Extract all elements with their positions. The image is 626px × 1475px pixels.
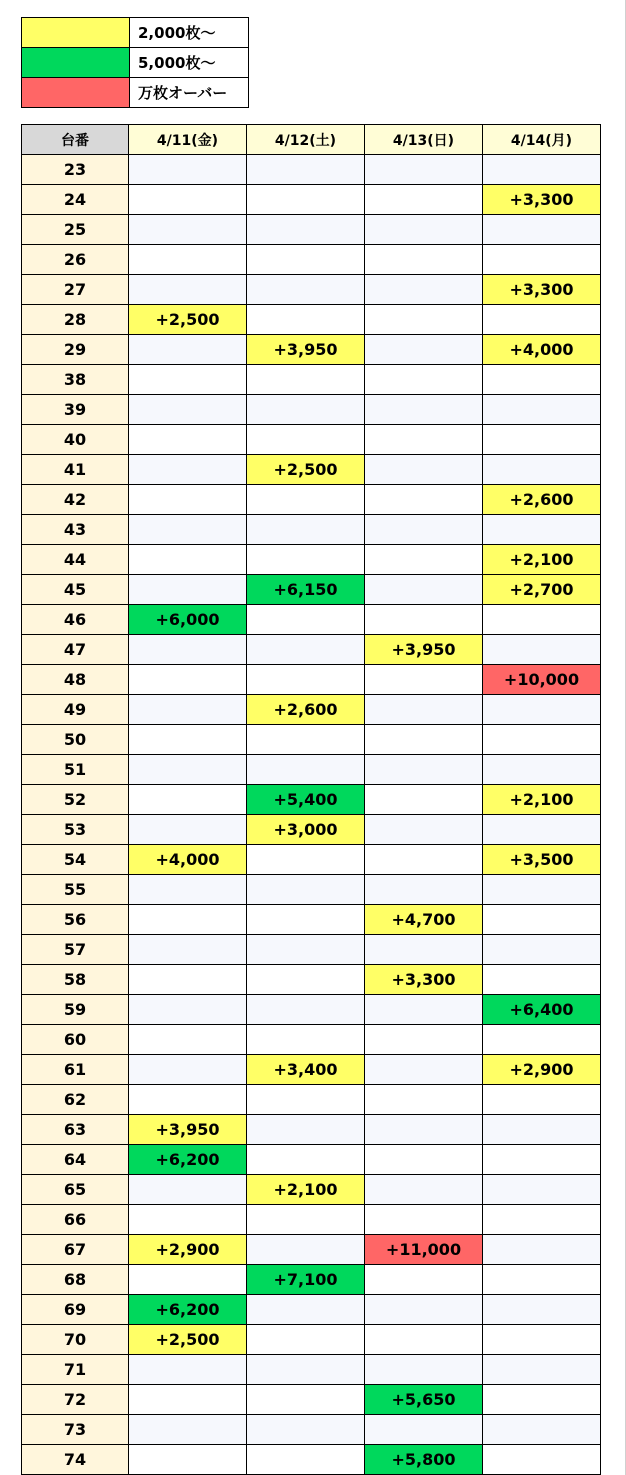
payout-cell: +3,000: [247, 815, 365, 845]
payout-cell: [247, 1025, 365, 1055]
table-row: [22, 1025, 601, 1055]
payout-cell: +5,400: [247, 785, 365, 815]
table-row: [22, 1355, 601, 1385]
table-row: [22, 875, 601, 905]
payout-cell: [247, 635, 365, 665]
payout-cell: [129, 335, 247, 365]
table-row: [22, 485, 601, 515]
table-row: [22, 185, 601, 215]
payout-cell: [365, 995, 483, 1025]
payout-cell: [129, 365, 247, 395]
machine-number: 52: [22, 785, 129, 815]
machine-number: 44: [22, 545, 129, 575]
payout-cell: +2,500: [129, 305, 247, 335]
table-row: [22, 515, 601, 545]
legend-row: [22, 48, 249, 78]
payout-cell: [129, 425, 247, 455]
machine-number: 39: [22, 395, 129, 425]
table-row: [22, 665, 601, 695]
payout-cell: +6,200: [129, 1295, 247, 1325]
payout-cell: [365, 875, 483, 905]
payout-cell: [365, 215, 483, 245]
payout-cell: [129, 515, 247, 545]
payout-cell: [129, 575, 247, 605]
payout-cell: +2,600: [247, 695, 365, 725]
payout-cell: [129, 1415, 247, 1445]
table-row: [22, 695, 601, 725]
table-row: [22, 635, 601, 665]
machine-number: 55: [22, 875, 129, 905]
payout-cell: [247, 1235, 365, 1265]
payout-cell: [483, 1325, 601, 1355]
date-header: 4/14(月): [483, 125, 601, 155]
payout-cell: [129, 905, 247, 935]
payout-cell: +2,900: [129, 1235, 247, 1265]
payout-cell: [483, 305, 601, 335]
payout-cell: [483, 1355, 601, 1385]
table-row: [22, 305, 601, 335]
legend-table: [21, 17, 249, 108]
legend-row: [22, 78, 249, 108]
table-row: [22, 1325, 601, 1355]
table-row: [22, 1085, 601, 1115]
payout-cell: +2,700: [483, 575, 601, 605]
payout-cell: [483, 695, 601, 725]
payout-cell: [247, 1295, 365, 1325]
machine-number: 49: [22, 695, 129, 725]
payout-cell: [483, 455, 601, 485]
payout-cell: [247, 665, 365, 695]
payout-cell: [129, 1355, 247, 1385]
payout-cell: +2,100: [247, 1175, 365, 1205]
payout-cell: [365, 665, 483, 695]
machine-number: 61: [22, 1055, 129, 1085]
payout-cell: [247, 1415, 365, 1445]
payout-cell: [365, 335, 483, 365]
machine-number: 51: [22, 755, 129, 785]
legend-body: [22, 18, 249, 108]
payout-cell: [365, 755, 483, 785]
machine-number: 28: [22, 305, 129, 335]
machine-number: 50: [22, 725, 129, 755]
machine-number: 72: [22, 1385, 129, 1415]
payout-cell: [365, 485, 483, 515]
payout-cell: [129, 455, 247, 485]
payout-cell: [483, 155, 601, 185]
table-row: [22, 965, 601, 995]
payout-cell: [483, 365, 601, 395]
legend-label: 2,000枚～: [130, 18, 249, 48]
payout-cell: [365, 515, 483, 545]
machine-number: 69: [22, 1295, 129, 1325]
table-row: [22, 995, 601, 1025]
payout-cell: [483, 1115, 601, 1145]
payout-cell: [247, 935, 365, 965]
payout-cell: [483, 1205, 601, 1235]
payout-cell: +6,400: [483, 995, 601, 1025]
table-row: [22, 1205, 601, 1235]
payout-cell: [247, 425, 365, 455]
payout-cell: [365, 725, 483, 755]
table-row: [22, 335, 601, 365]
payout-cell: [483, 425, 601, 455]
machine-number: 63: [22, 1115, 129, 1145]
machine-number: 24: [22, 185, 129, 215]
payout-cell: [483, 1415, 601, 1445]
machine-number: 29: [22, 335, 129, 365]
machine-number: 25: [22, 215, 129, 245]
payout-table: [21, 124, 601, 1475]
machine-number: 46: [22, 605, 129, 635]
table-row: [22, 215, 601, 245]
payout-cell: [247, 185, 365, 215]
payout-cell: +2,100: [483, 785, 601, 815]
payout-cell: [365, 305, 483, 335]
table-row: [22, 815, 601, 845]
table-row: [22, 575, 601, 605]
payout-cell: +6,000: [129, 605, 247, 635]
payout-cell: +2,600: [483, 485, 601, 515]
table-row: [22, 395, 601, 425]
payout-cell: [247, 395, 365, 425]
payout-cell: [247, 995, 365, 1025]
payout-cell: [483, 725, 601, 755]
payout-cell: [483, 395, 601, 425]
machine-number: 58: [22, 965, 129, 995]
payout-cell: [365, 455, 483, 485]
table-row: [22, 1415, 601, 1445]
table-row: [22, 1385, 601, 1415]
table-row: [22, 455, 601, 485]
payout-cell: [247, 755, 365, 785]
payout-cell: [483, 515, 601, 545]
payout-cell: [483, 245, 601, 275]
payout-cell: [129, 815, 247, 845]
payout-cell: +3,950: [247, 335, 365, 365]
payout-cell: [247, 485, 365, 515]
payout-cell: [247, 1145, 365, 1175]
table-row: [22, 845, 601, 875]
payout-cell: [129, 1265, 247, 1295]
machine-number: 38: [22, 365, 129, 395]
machine-number: 67: [22, 1235, 129, 1265]
payout-cell: [247, 875, 365, 905]
payout-cell: [129, 275, 247, 305]
payout-cell: [247, 1205, 365, 1235]
machine-number: 57: [22, 935, 129, 965]
payout-cell: [247, 965, 365, 995]
legend-swatch: [22, 18, 130, 48]
date-header: 4/11(金): [129, 125, 247, 155]
table-row: [22, 1295, 601, 1325]
machine-number: 68: [22, 1265, 129, 1295]
payout-cell: [247, 605, 365, 635]
table-row: [22, 1175, 601, 1205]
payout-cell: [129, 185, 247, 215]
machine-number: 43: [22, 515, 129, 545]
payout-cell: [247, 515, 365, 545]
table-row: [22, 245, 601, 275]
payout-cell: +4,000: [483, 335, 601, 365]
payout-cell: [365, 155, 483, 185]
payout-cell: +3,300: [483, 275, 601, 305]
payout-cell: [483, 1295, 601, 1325]
payout-cell: [365, 425, 483, 455]
payout-cell: [483, 935, 601, 965]
payout-cell: +6,200: [129, 1145, 247, 1175]
payout-cell: [365, 785, 483, 815]
machine-number: 66: [22, 1205, 129, 1235]
table-row: [22, 785, 601, 815]
payout-cell: [483, 1235, 601, 1265]
payout-cell: [365, 545, 483, 575]
payout-cell: +3,400: [247, 1055, 365, 1085]
payout-cell: [129, 1445, 247, 1475]
payout-cell: +2,900: [483, 1055, 601, 1085]
payout-cell: [483, 875, 601, 905]
payout-cell: [483, 215, 601, 245]
payout-cell: [129, 665, 247, 695]
machine-number: 65: [22, 1175, 129, 1205]
legend-label: 万枚オーバー: [130, 78, 249, 108]
machine-number: 54: [22, 845, 129, 875]
payout-cell: [247, 365, 365, 395]
payout-cell: [483, 755, 601, 785]
payout-cell: +4,700: [365, 905, 483, 935]
payout-cell: +6,150: [247, 575, 365, 605]
payout-cell: +4,000: [129, 845, 247, 875]
payout-cell: [483, 1025, 601, 1055]
machine-number: 70: [22, 1325, 129, 1355]
table-row: [22, 1265, 601, 1295]
payout-cell: [365, 1205, 483, 1235]
payout-cell: [483, 635, 601, 665]
payout-cell: [129, 215, 247, 245]
payout-cell: [365, 935, 483, 965]
payout-cell: +3,300: [483, 185, 601, 215]
payout-cell: +2,500: [247, 455, 365, 485]
table-row: [22, 425, 601, 455]
payout-cell: [365, 365, 483, 395]
payout-cell: [247, 305, 365, 335]
payout-cell: [483, 815, 601, 845]
machine-number: 45: [22, 575, 129, 605]
payout-cell: [247, 245, 365, 275]
payout-cell: [247, 1385, 365, 1415]
header-row: [22, 125, 601, 155]
payout-cell: [129, 965, 247, 995]
payout-cell: +5,800: [365, 1445, 483, 1475]
legend-swatch: [22, 78, 130, 108]
table-body: [22, 155, 601, 1475]
payout-cell: [365, 815, 483, 845]
machine-number: 74: [22, 1445, 129, 1475]
machine-number: 59: [22, 995, 129, 1025]
machine-number: 42: [22, 485, 129, 515]
payout-cell: [483, 605, 601, 635]
payout-cell: [365, 1295, 483, 1325]
table-row: [22, 935, 601, 965]
payout-cell: [483, 1085, 601, 1115]
payout-cell: [129, 875, 247, 905]
payout-cell: +3,950: [365, 635, 483, 665]
payout-cell: [129, 155, 247, 185]
machine-number: 23: [22, 155, 129, 185]
payout-cell: [365, 575, 483, 605]
payout-cell: +5,650: [365, 1385, 483, 1415]
payout-cell: [129, 935, 247, 965]
payout-cell: [247, 1115, 365, 1145]
payout-cell: [365, 275, 483, 305]
machine-number: 62: [22, 1085, 129, 1115]
payout-cell: [247, 1355, 365, 1385]
machine-number: 47: [22, 635, 129, 665]
table-row: [22, 725, 601, 755]
payout-cell: [365, 1175, 483, 1205]
table-row: [22, 155, 601, 185]
payout-cell: [247, 1445, 365, 1475]
payout-cell: [483, 1385, 601, 1415]
payout-cell: [129, 485, 247, 515]
machine-number: 53: [22, 815, 129, 845]
machine-number: 48: [22, 665, 129, 695]
payout-cell: [365, 1145, 483, 1175]
payout-cell: +3,300: [365, 965, 483, 995]
payout-cell: [365, 1415, 483, 1445]
payout-cell: [365, 845, 483, 875]
payout-cell: +3,950: [129, 1115, 247, 1145]
payout-cell: [483, 1145, 601, 1175]
payout-cell: +10,000: [483, 665, 601, 695]
payout-cell: [365, 1355, 483, 1385]
payout-cell: [247, 845, 365, 875]
payout-cell: [129, 755, 247, 785]
payout-cell: [247, 215, 365, 245]
payout-cell: [129, 1385, 247, 1415]
payout-cell: +7,100: [247, 1265, 365, 1295]
payout-cell: [129, 635, 247, 665]
payout-cell: [365, 695, 483, 725]
table-row: [22, 1235, 601, 1265]
payout-cell: [483, 1265, 601, 1295]
payout-cell: [129, 1055, 247, 1085]
payout-cell: [365, 1325, 483, 1355]
payout-cell: [129, 545, 247, 575]
payout-cell: [365, 185, 483, 215]
table-header: [22, 125, 601, 155]
payout-cell: [129, 1085, 247, 1115]
payout-cell: [247, 545, 365, 575]
date-header: 4/12(土): [247, 125, 365, 155]
date-header: 4/13(日): [365, 125, 483, 155]
machine-number: 73: [22, 1415, 129, 1445]
machine-number: 26: [22, 245, 129, 275]
table-row: [22, 905, 601, 935]
payout-cell: [365, 1055, 483, 1085]
payout-cell: +2,500: [129, 1325, 247, 1355]
payout-cell: [483, 905, 601, 935]
payout-cell: [129, 245, 247, 275]
payout-cell: [129, 1025, 247, 1055]
legend-swatch: [22, 48, 130, 78]
legend-row: [22, 18, 249, 48]
table-row: [22, 545, 601, 575]
payout-cell: [365, 605, 483, 635]
legend-label: 5,000枚～: [130, 48, 249, 78]
payout-cell: [247, 155, 365, 185]
corner-header: 台番: [22, 125, 129, 155]
payout-cell: [129, 725, 247, 755]
machine-number: 56: [22, 905, 129, 935]
payout-cell: [247, 1085, 365, 1115]
payout-cell: +11,000: [365, 1235, 483, 1265]
payout-cell: [365, 245, 483, 275]
machine-number: 71: [22, 1355, 129, 1385]
payout-cell: +2,100: [483, 545, 601, 575]
payout-cell: [365, 1115, 483, 1145]
payout-cell: [365, 395, 483, 425]
table-row: [22, 1115, 601, 1145]
table-row: [22, 1445, 601, 1475]
payout-cell: [129, 695, 247, 725]
table-row: [22, 755, 601, 785]
payout-cell: [365, 1085, 483, 1115]
payout-cell: [247, 275, 365, 305]
payout-cell: [129, 995, 247, 1025]
machine-number: 40: [22, 425, 129, 455]
payout-cell: [247, 725, 365, 755]
table-row: [22, 365, 601, 395]
table-row: [22, 275, 601, 305]
payout-cell: [365, 1025, 483, 1055]
machine-number: 64: [22, 1145, 129, 1175]
payout-cell: [129, 1175, 247, 1205]
payout-cell: [129, 1205, 247, 1235]
payout-cell: +3,500: [483, 845, 601, 875]
payout-cell: [365, 1265, 483, 1295]
machine-number: 60: [22, 1025, 129, 1055]
payout-cell: [483, 1445, 601, 1475]
table-row: [22, 1145, 601, 1175]
payout-cell: [483, 965, 601, 995]
table-row: [22, 1055, 601, 1085]
machine-number: 27: [22, 275, 129, 305]
machine-number: 41: [22, 455, 129, 485]
payout-cell: [483, 1175, 601, 1205]
payout-cell: [247, 1325, 365, 1355]
payout-cell: [247, 905, 365, 935]
payout-cell: [129, 785, 247, 815]
payout-cell: [129, 395, 247, 425]
table-row: [22, 605, 601, 635]
